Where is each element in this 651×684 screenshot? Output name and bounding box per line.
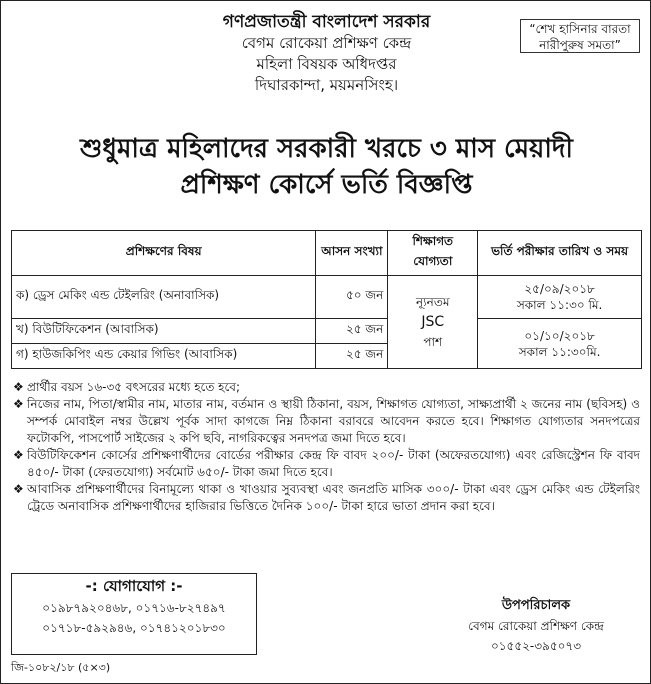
title-line-2: প্রশিক্ষণ কোর্সে ভর্তি বিজ্ঞপ্তি (180, 170, 473, 200)
motto-box (520, 19, 640, 53)
diamond-bullet-icon: ❖ (13, 380, 24, 394)
qualification-line-1: ন্যূনতম (416, 295, 450, 309)
qualification-line-3: পাশ (423, 335, 443, 349)
table-header-row (12, 231, 642, 276)
contact-phones-2: ০১৭১৮-৫৯২৯৪৬, ০১৭৪১২০১৮৩০ (42, 621, 226, 635)
rule-text: আবাসিক প্রশিক্ষণার্থীদের বিনামূল্যে থাকা ও খাওয়ার সুব্যবস্থা এবং জনপ্রতি মাসিক ৩০০/- টাকা এবং ড্রেস মেকিং এন্ড টেইলরিং ট্রেডে অনাবাসিক প্রশিক্ষণার্থীদের হাজিরার ভিত্তিতে দৈনিক ১০০/- টাকা হারে ভাতা প্রদান করা হবে। (27, 482, 640, 513)
department-name: মহিলা বিষয়ক অধিদপ্তর (256, 55, 397, 73)
course-seats: ৫০ জন (316, 276, 388, 319)
contact-title: -: যোগাযোগ :- (85, 577, 183, 595)
course-subject: ক) ড্রেস মেকিং এন্ড টেইলরিং (অনাবাসিক) (12, 276, 316, 319)
signatory-phone: ০১৫৫২-৩৯৫০৭৩ (490, 639, 582, 653)
course-table (11, 230, 642, 369)
list-item (13, 379, 640, 396)
rule-text: বিউটিফিকেশন কোর্সের প্রশিক্ষণার্থীদের বোর্ডের পরীক্ষার কেন্দ্র ফি বাবদ ২০০/- টাকা (অফেরতযোগ্য) এবং রেজিস্ট্রেশন ফি বাবদ ৪৫০/- টাকা (ফেরতযোগ্য) সর্বমোট ৬৫০/- টাকা জমা দিতে হবে। (27, 448, 640, 479)
contact-box (11, 573, 257, 655)
rule-text: প্রার্থীর বয়স ১৬-৩৫ বৎসরের মধ্যে হতে হবে; (27, 380, 241, 394)
center-name: বেগম রোকেয়া প্রশিক্ষণ কেন্দ্র (241, 34, 412, 52)
course-subject: খ) বিউটিফিকেশন (আবাসিক) (12, 319, 316, 344)
diamond-bullet-icon: ❖ (13, 448, 24, 462)
exam-date: ০১/১০/২০১৮ (524, 328, 595, 343)
header-qualification: শিক্ষাগত যোগ্যতা (388, 231, 478, 276)
rules-list (13, 379, 640, 515)
govt-name: গণপ্রজাতন্ত্রী বাংলাদেশ সরকার (222, 12, 431, 32)
location: দিঘারকান্দা, ময়মনসিংহ। (254, 76, 399, 94)
title-line-1: শুধুমাত্র মহিলাদের সরকারী খরচে ৩ মাস মেয়াদী (80, 134, 573, 164)
list-item (13, 396, 640, 447)
header-subject: প্রশিক্ষণের বিষয় (12, 231, 316, 276)
exam-date-2 (478, 319, 642, 369)
rule-text: নিজের নাম, পিতা/স্বামীর নাম, মাতার নাম, বর্তমান ও স্থায়ী ঠিকানা, বয়স, শিক্ষাগত যোগ্যতা, সাক্ষ্যপ্রার্থী ২ জনের নাম (ছবিসহ) ও সম্পর্ক মোবাইল নম্বর উল্লেখ পূর্বক সাদা কাগজে নিম্ন ঠিকানা বরাবরে আবেদন করতে হবে। শিক্ষাগত যোগ্যতার সনদপত্রের ফটোকপি, পাসপোর্ট সাইজের ২ কপি ছবি, নাগরিকত্বের সনদপত্র জমা দিতে হবে। (27, 397, 640, 445)
qualification-line-2: JSC (421, 314, 445, 330)
header-exam: ভর্তি পরীক্ষার তারিখ ও সময় (478, 231, 642, 276)
exam-date-1 (478, 276, 642, 319)
motto-line-2: নারীপুরুষ সমতা” (539, 38, 621, 52)
contact-phones-1: ০১৯৮৭৯২০৪৬৮, ০১৭১৬-৮২৭৪৯৭ (42, 601, 226, 615)
signatory-office: বেগম রোকেয়া প্রশিক্ষণ কেন্দ্র (468, 619, 604, 633)
course-qualification (388, 276, 478, 369)
diamond-bullet-icon: ❖ (13, 397, 24, 411)
header-seats: আসন সংখ্যা (316, 231, 388, 276)
table-row (12, 319, 642, 344)
course-subject: গ) হাউজকিপিং এন্ড কেয়ার গিভিং (আবাসিক) (12, 344, 316, 369)
course-seats: ২৫ জন (316, 344, 388, 369)
reference-code: জি-১০৮২/১৮ (৫×৩) (11, 661, 111, 674)
course-seats: ২৫ জন (316, 319, 388, 344)
diamond-bullet-icon: ❖ (13, 482, 24, 496)
motto-line-1: “শেখ হাসিনার বারতা (529, 22, 631, 36)
exam-time: সকাল ১১:৩০ মি. (516, 298, 603, 312)
exam-date: ২৫/০৯/২০১৮ (524, 282, 595, 296)
table-row (12, 276, 642, 319)
list-item (13, 481, 640, 515)
signatory-designation: উপপরিচালক (501, 598, 571, 613)
list-item (13, 447, 640, 481)
notice-title (1, 131, 651, 203)
signature-block (431, 596, 641, 656)
exam-time: সকাল ১১:৩০মি. (518, 344, 601, 359)
